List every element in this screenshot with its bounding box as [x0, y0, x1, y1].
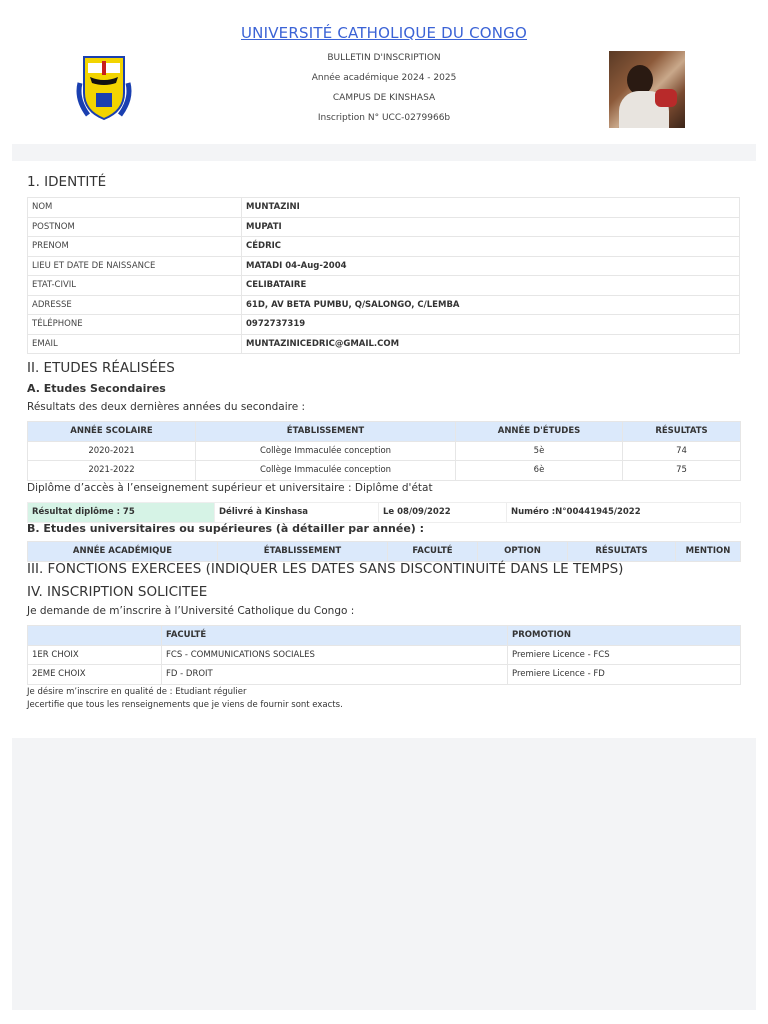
- identity-row: [28, 295, 740, 315]
- identity-label: LIEU ET DATE DE NAISSANCE: [28, 256, 242, 276]
- identity-row: [28, 217, 740, 237]
- identity-table: [27, 197, 740, 354]
- column-header: ANNÉE SCOLAIRE: [28, 422, 196, 442]
- column-header: ANNÉE ACADÉMIQUE: [28, 542, 218, 562]
- table-cell: 75: [623, 461, 741, 481]
- identity-row: [28, 237, 740, 257]
- diploma-result: Résultat diplôme : 75: [28, 503, 215, 523]
- table-cell: 2EME CHOIX: [28, 665, 162, 685]
- identity-heading: 1. IDENTITÉ: [27, 174, 107, 190]
- diploma-table: [27, 502, 741, 523]
- inscription-heading: IV. INSCRIPTION SOLICITEE: [27, 584, 208, 600]
- identity-row: [28, 315, 740, 335]
- identity-row: [28, 334, 740, 354]
- identity-label: ADRESSE: [28, 295, 242, 315]
- identity-value: MATADI 04-Aug-2004: [242, 256, 740, 276]
- certify-line: Jecertifie que tous les renseignements que je viens de fournir sont exacts.: [27, 700, 343, 710]
- identity-label: EMAIL: [28, 334, 242, 354]
- identity-value: CÉDRIC: [242, 237, 740, 257]
- table-cell: 6è: [456, 461, 623, 481]
- table-row: [28, 665, 741, 685]
- table-cell: Premiere Licence - FCS: [508, 645, 741, 665]
- table-cell: FD - DROIT: [162, 665, 508, 685]
- campus: CAMPUS DE KINSHASA: [332, 93, 436, 103]
- secondary-intro: Résultats des deux dernières années du secondaire :: [27, 401, 306, 413]
- identity-value: MUNTAZINICEDRIC@GMAIL.COM: [242, 334, 740, 354]
- column-header: FACULTÉ: [388, 542, 478, 562]
- document-header: [0, 0, 768, 140]
- document-title: BULLETIN D'INSCRIPTION: [327, 53, 441, 63]
- table-row: [28, 441, 741, 461]
- table-cell: Collège Immaculée conception: [196, 441, 456, 461]
- table-cell: 2020-2021: [28, 441, 196, 461]
- identity-value: CELIBATAIRE: [242, 276, 740, 296]
- diploma-delivered: Délivré à Kinshasa: [215, 503, 379, 523]
- table-cell: 74: [623, 441, 741, 461]
- identity-value: MUPATI: [242, 217, 740, 237]
- academic-year: Année académique 2024 - 2025: [311, 73, 457, 83]
- diploma-number: Numéro :N°00441945/2022: [507, 503, 741, 523]
- table-cell: 2021-2022: [28, 461, 196, 481]
- table-cell: 5è: [456, 441, 623, 461]
- identity-row: [28, 198, 740, 218]
- table-row: [28, 503, 741, 523]
- table-cell: Collège Immaculée conception: [196, 461, 456, 481]
- column-header: RÉSULTATS: [568, 542, 676, 562]
- studies-heading: II. ETUDES RÉALISÉES: [27, 360, 175, 376]
- secondary-heading: A. Etudes Secondaires: [27, 382, 166, 395]
- table-cell: Premiere Licence - FD: [508, 665, 741, 685]
- university-table: [27, 541, 741, 562]
- column-header: OPTION: [478, 542, 568, 562]
- column-header: [28, 626, 162, 646]
- column-header: ANNÉE D'ÉTUDES: [456, 422, 623, 442]
- table-cell: FCS - COMMUNICATIONS SOCIALES: [162, 645, 508, 665]
- student-photo: [609, 51, 685, 128]
- column-header: PROMOTION: [508, 626, 741, 646]
- secondary-table: [27, 421, 741, 481]
- university-heading: B. Etudes universitaires ou supérieures (à détailler par année) :: [27, 522, 425, 535]
- diploma-line: Diplôme d’accès à l’enseignement supérieur et universitaire : Diplôme d'état: [27, 482, 433, 494]
- identity-value: 61D, AV BETA PUMBU, Q/SALONGO, C/LEMBA: [242, 295, 740, 315]
- identity-row: [28, 276, 740, 296]
- identity-value: MUNTAZINI: [242, 198, 740, 218]
- inscription-table: [27, 625, 741, 685]
- university-logo-icon: [74, 53, 134, 121]
- identity-label: POSTNOM: [28, 217, 242, 237]
- identity-value: 0972737319: [242, 315, 740, 335]
- table-row: [28, 461, 741, 481]
- inscription-number: Inscription N° UCC-0279966b: [317, 113, 451, 123]
- identity-label: NOM: [28, 198, 242, 218]
- identity-label: PRENOM: [28, 237, 242, 257]
- identity-label: TÉLÉPHONE: [28, 315, 242, 335]
- functions-heading: III. FONCTIONS EXERCEES (INDIQUER LES DATES SANS DISCONTINUITÉ DANS LE TEMPS): [27, 561, 624, 577]
- table-cell: 1ER CHOIX: [28, 645, 162, 665]
- column-header: MENTION: [676, 542, 741, 562]
- column-header: RÉSULTATS: [623, 422, 741, 442]
- footer-band: [12, 738, 756, 1010]
- column-header: FACULTÉ: [162, 626, 508, 646]
- quality-line: Je désire m’inscrire en qualité de : Etudiant régulier: [27, 687, 247, 697]
- inscription-intro: Je demande de m’inscrire à l’Université Catholique du Congo :: [27, 605, 355, 617]
- identity-row: [28, 256, 740, 276]
- university-title[interactable]: UNIVERSITÉ CATHOLIQUE DU CONGO: [241, 24, 527, 42]
- table-row: [28, 645, 741, 665]
- column-header: ÉTABLISSEMENT: [218, 542, 388, 562]
- identity-label: ETAT-CIVIL: [28, 276, 242, 296]
- column-header: ÉTABLISSEMENT: [196, 422, 456, 442]
- diploma-date: Le 08/09/2022: [379, 503, 507, 523]
- separator-band: [12, 144, 756, 161]
